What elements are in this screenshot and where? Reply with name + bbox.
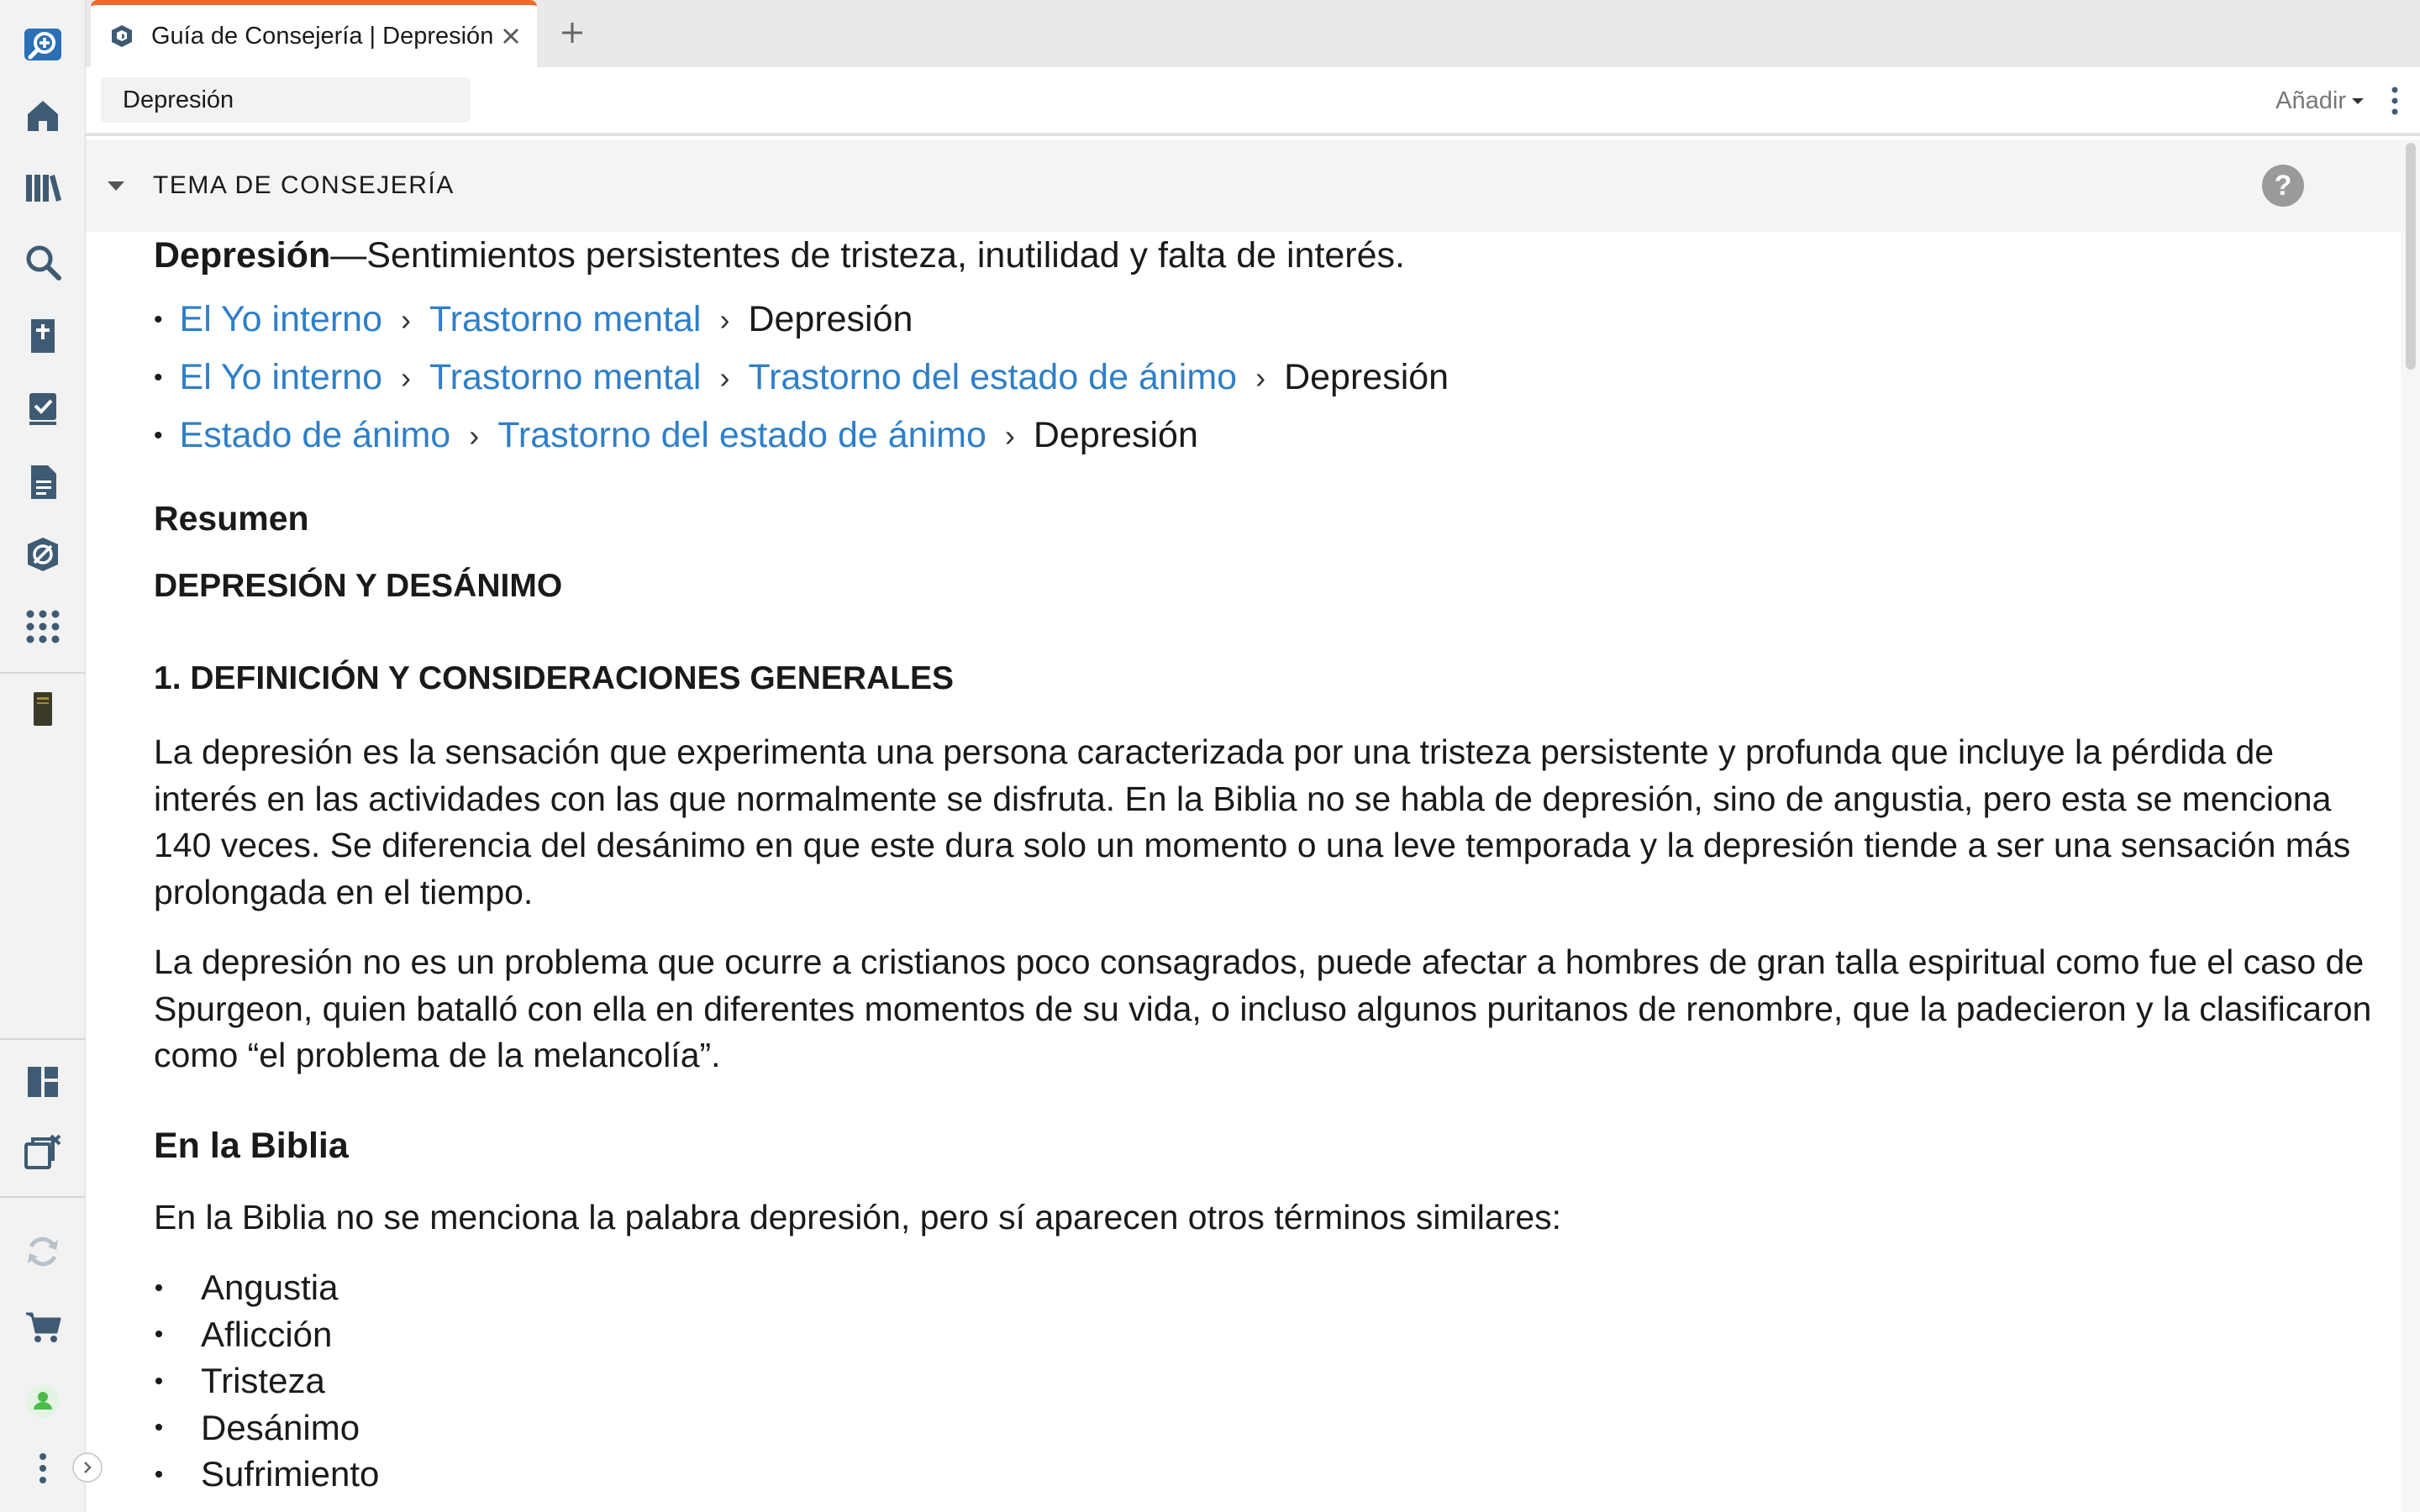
collapse-triangle-icon[interactable] [104, 178, 128, 195]
list-item: Aflicción [154, 1311, 379, 1358]
tab-strip [86, 0, 2420, 67]
list-item: Tristeza [154, 1357, 379, 1404]
close-tab-button[interactable] [497, 22, 525, 50]
definition-text: —Sentimientos persistentes de tristeza, inutilidad y falta de interés. [330, 235, 1405, 276]
list-item: Angustia [154, 1264, 379, 1311]
expand-rail-button[interactable] [72, 1452, 103, 1483]
checklist-icon[interactable] [18, 383, 68, 433]
rail-divider [0, 1038, 85, 1040]
list-item: Desánimo [154, 1404, 379, 1452]
plus-icon [559, 19, 586, 46]
article-main-heading: DEPRESIÓN Y DESÁNIMO [154, 568, 563, 604]
rail-divider [0, 1196, 85, 1198]
bible-add-icon[interactable] [18, 311, 68, 361]
breadcrumb-link[interactable]: Trastorno del estado de ánimo [748, 357, 1238, 397]
section-header [86, 139, 2401, 232]
breadcrumb: • Estado de ánimo › Trastorno del estado de ánimo › Depresión [154, 415, 1198, 455]
caret-down-icon [2351, 94, 2365, 108]
add-menu-button[interactable] [2275, 82, 2365, 119]
topic-search-value: Depresión [123, 86, 234, 113]
breadcrumb-separator: › [469, 417, 480, 453]
paragraph-definition: La depresión es la sensación que experimenta una persona caracterizada por una tristeza persistente y profunda que incluye la pérdida de interés en las actividades con las que normalmente se disfruta. En la Biblia no se habla de depresión, sino de angustia, pero esta se menciona 140 veces. Se diferencia del desánimo en que este dura solo un momento o una leve temporada y la depresión tiende a ser una sensación más prolongada en el tiempo. [154, 732, 2351, 911]
left-navigation-rail [0, 0, 86, 1512]
breadcrumb-separator: › [719, 360, 730, 395]
home-icon[interactable] [18, 91, 68, 141]
similar-terms-list [154, 1264, 379, 1498]
rail-divider [0, 672, 85, 674]
book-resource-icon[interactable] [18, 684, 68, 734]
apps-grid-icon[interactable] [18, 601, 68, 652]
panel-toolbar [86, 67, 2420, 136]
more-icon[interactable] [18, 1443, 68, 1494]
breadcrumb: • El Yo interno › Trastorno mental › Depresión [154, 299, 913, 339]
breadcrumb-link[interactable]: Estado de ánimo [179, 415, 451, 455]
tab-title: Guía de Consejería | Depresión [151, 22, 494, 50]
breadcrumb-link[interactable]: El Yo interno [179, 299, 382, 339]
breadcrumb-separator: › [719, 302, 730, 337]
sermon-shield-icon[interactable] [18, 529, 68, 580]
breadcrumb-current: Depresión [1284, 357, 1449, 397]
add-menu-label: Añadir [2275, 87, 2346, 114]
bible-heading: En la Biblia [154, 1126, 349, 1166]
vertical-dots-icon [2391, 86, 2399, 116]
scrollbar-thumb[interactable] [2406, 143, 2416, 370]
breadcrumb-link[interactable]: Trastorno mental [429, 357, 702, 397]
breadcrumb-separator: › [1004, 417, 1015, 453]
search-icon[interactable] [18, 237, 68, 287]
document-icon[interactable] [18, 457, 68, 507]
section-1-heading: 1. DEFINICIÓN Y CONSIDERACIONES GENERALES [154, 660, 955, 696]
breadcrumb: • El Yo interno › Trastorno mental › Trastorno del estado de ánimo › Depresión [154, 357, 1449, 397]
bible-intro: En la Biblia no se menciona la palabra depresión, pero sí aparecen otros términos similares: [154, 1198, 1562, 1236]
paragraph-spurgeon: La depresión no es un problema que ocurre a cristianos poco consagrados, puede afectar a hombres de gran talla espiritual como fue el caso de Spurgeon, quien batalló con ella en diferentes momentos de su vida, o incluso algunos puritanos de renombre, que la padecieron y la clasificaron como “el problema de la melancolía”. [154, 942, 2372, 1074]
definition-term: Depresión [154, 235, 331, 276]
topic-search-input[interactable] [101, 77, 471, 123]
vertical-scrollbar[interactable] [2401, 139, 2420, 1512]
library-icon[interactable] [18, 163, 68, 213]
help-button[interactable]: ? [2262, 165, 2304, 207]
topic-definition [154, 235, 1405, 276]
breadcrumb-separator: › [1255, 360, 1266, 395]
breadcrumb-link[interactable]: Trastorno mental [429, 299, 702, 339]
logos-app-icon[interactable] [18, 18, 68, 69]
counseling-guide-icon [109, 24, 134, 49]
breadcrumb-current: Depresión [748, 299, 913, 339]
panel-menu-button[interactable] [2380, 82, 2410, 119]
close-icon [501, 26, 521, 46]
section-title: TEMA DE CONSEJERÍA [153, 171, 455, 199]
summary-heading: Resumen [154, 499, 309, 538]
close-panels-icon[interactable] [18, 1127, 68, 1178]
list-item: Sufrimiento [154, 1451, 379, 1498]
breadcrumb-current: Depresión [1033, 415, 1198, 455]
breadcrumb-link[interactable]: El Yo interno [179, 357, 382, 397]
breadcrumb-link[interactable]: Trastorno del estado de ánimo [497, 415, 986, 455]
breadcrumb-separator: › [401, 302, 411, 337]
chevron-right-icon [80, 1460, 95, 1475]
cart-icon[interactable] [18, 1302, 68, 1352]
layouts-icon[interactable] [18, 1057, 68, 1107]
user-icon[interactable] [18, 1376, 68, 1426]
breadcrumb-separator: › [401, 360, 411, 395]
sync-icon[interactable] [18, 1226, 68, 1277]
tab-guia-consejeria[interactable] [91, 0, 537, 67]
new-tab-button[interactable] [555, 15, 590, 50]
